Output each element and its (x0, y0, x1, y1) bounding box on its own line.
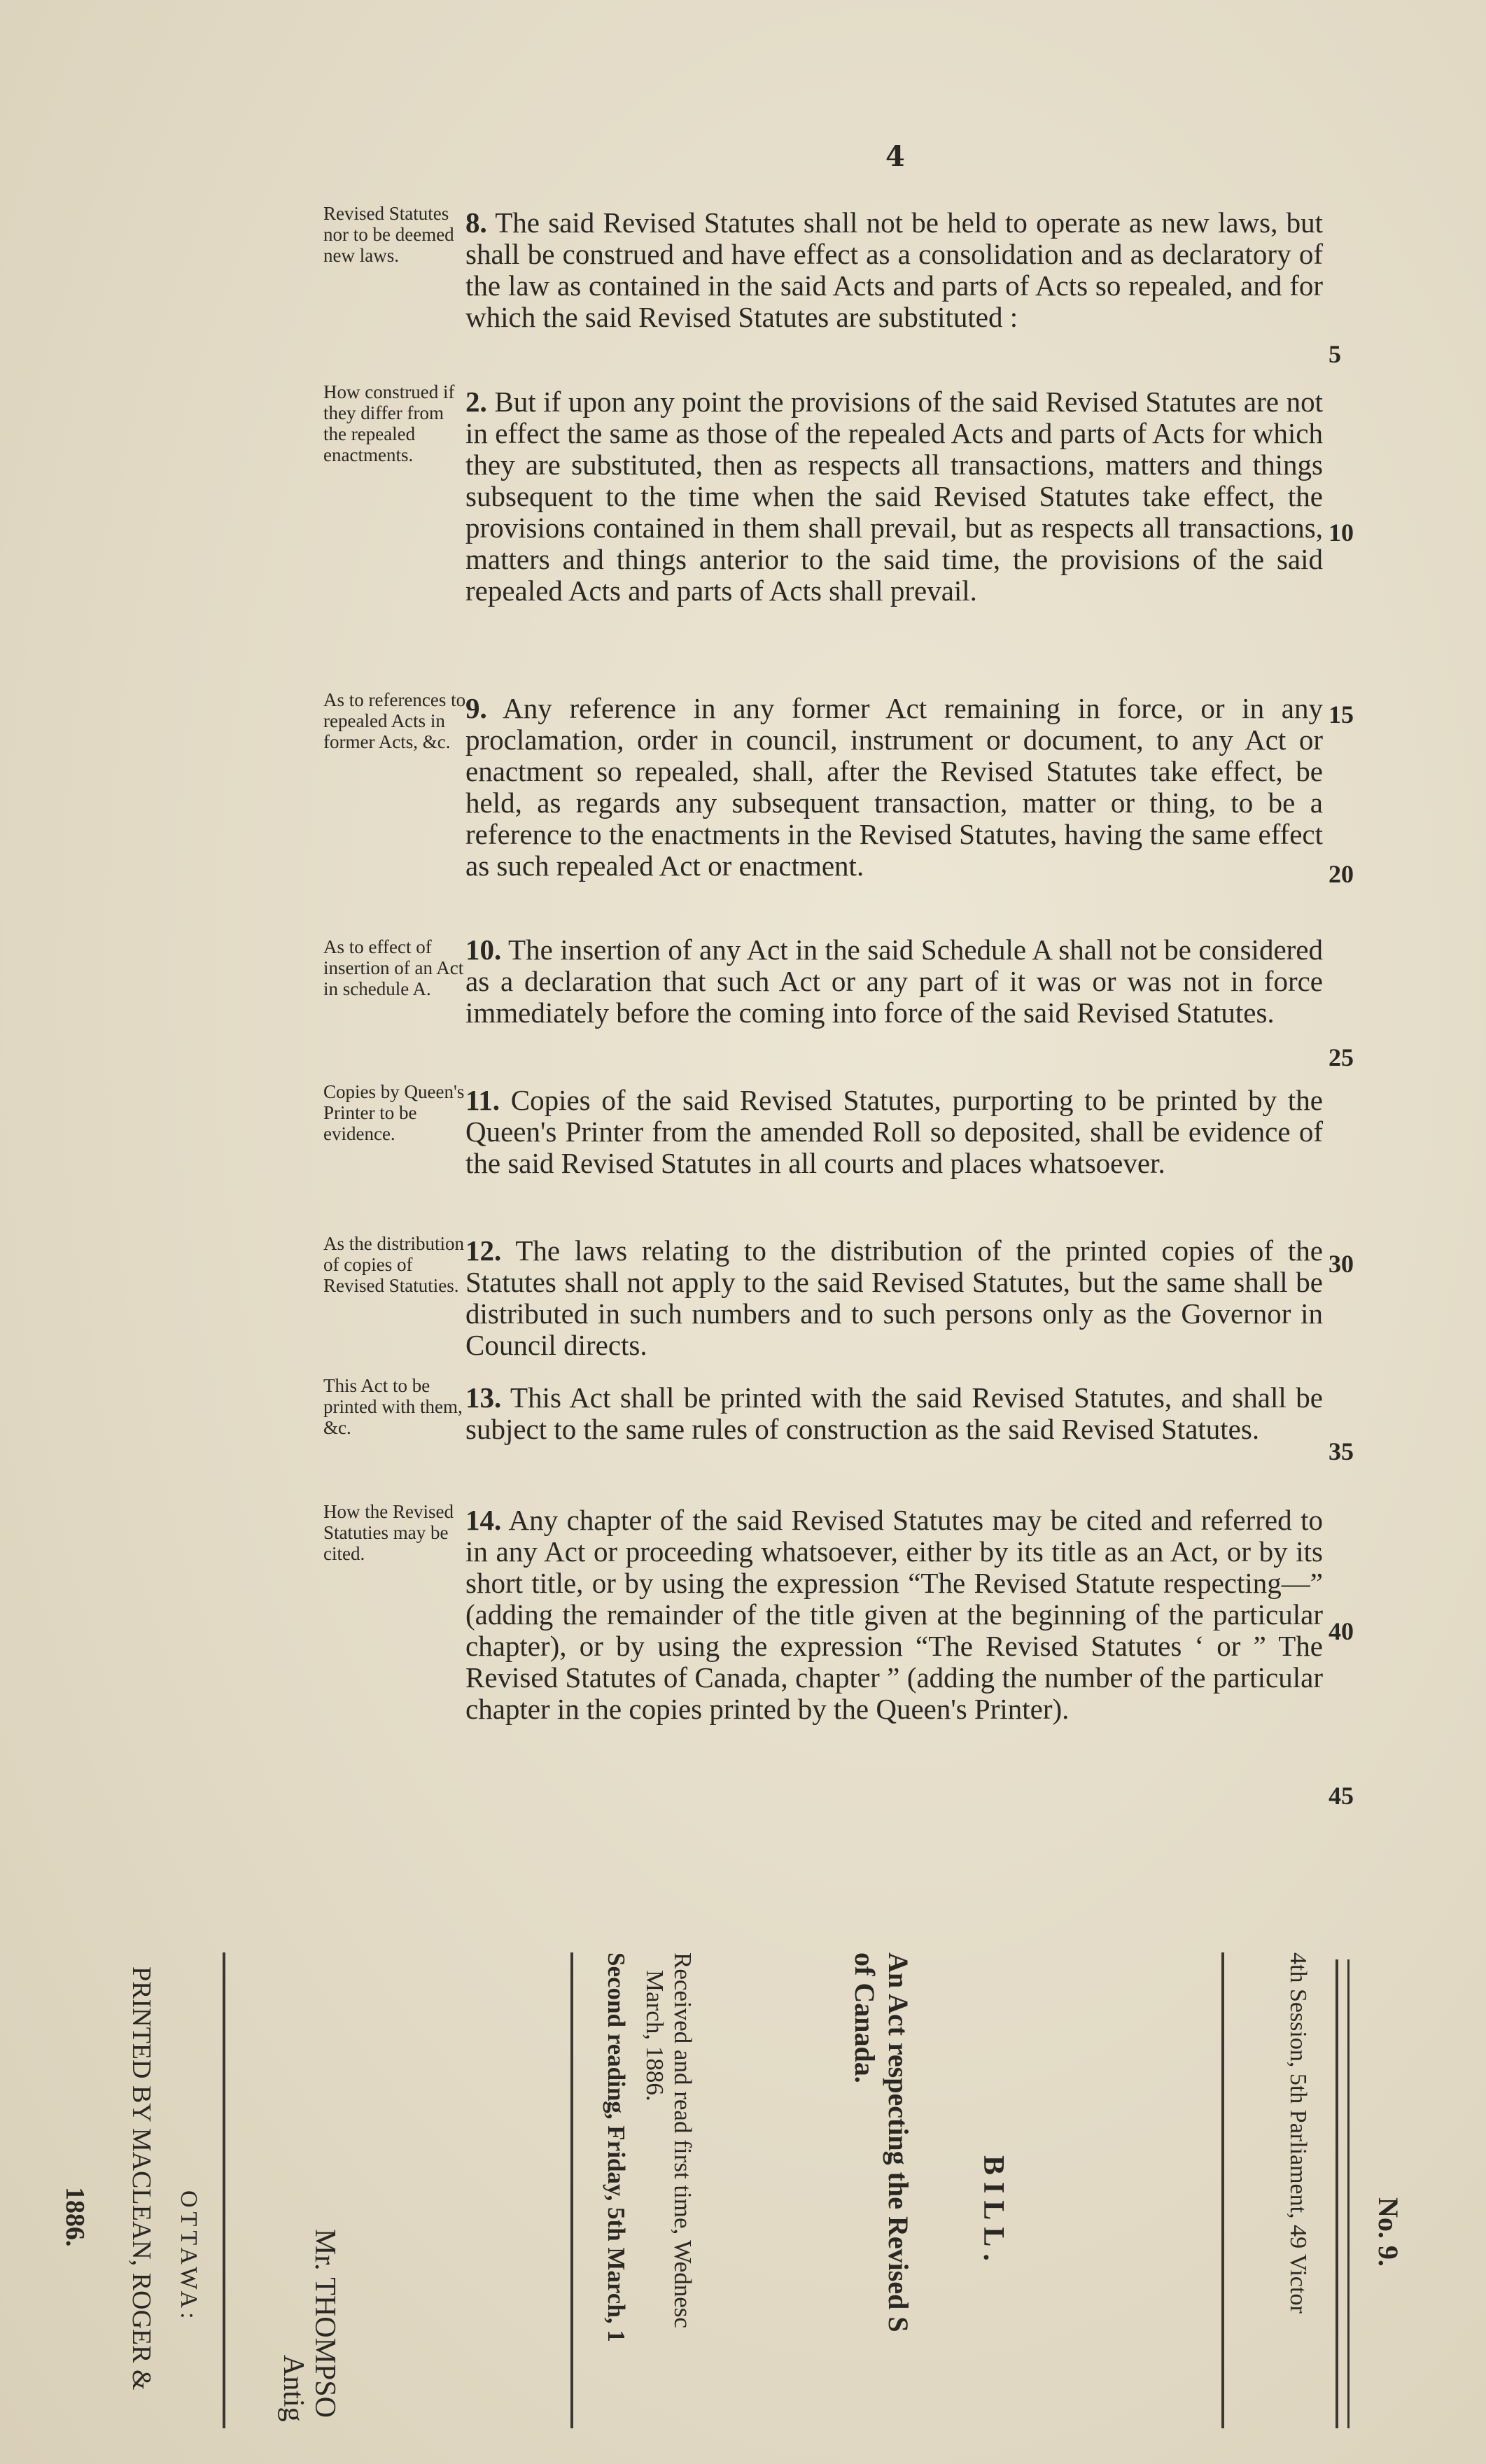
section-number: 14. (465, 1504, 502, 1536)
bill-label: BILL. (977, 2155, 1009, 2268)
line-number: 40 (1329, 1617, 1354, 1645)
bill-number: No. 9. (1373, 2197, 1404, 2267)
line-number: 20 (1329, 860, 1354, 888)
section-number: 13. (465, 1381, 502, 1414)
section-body: The insertion of any Act in the said Schedule A shall not be considered as a declaration that such Act or any part of it was or was not in force immediately before the coming into force of the said Revised Statutes. (465, 934, 1323, 1029)
line-number: 35 (1329, 1437, 1354, 1465)
line-number: 30 (1329, 1250, 1354, 1278)
backing-rule (570, 1952, 573, 2428)
year: 1886. (60, 2187, 90, 2247)
section-number: 12. (465, 1234, 502, 1267)
backing-rule (1336, 1959, 1338, 2428)
section-body: But if upon any point the provisions of the said Revised Statutes are not in effect the same as those of the repealed Acts and parts of Acts for which they are substituted, then as respects all transactions, matters and things subsequent to the time when the said Revised Statutes take effect, the provisions contained in them shall prevail, but as respects all transactions, matters and things anterior to the said time, the provisions of the said repealed Acts and parts of Acts shall prevail. (465, 386, 1324, 607)
section-text (465, 1505, 1323, 1725)
backing-rule (223, 1952, 225, 2428)
sponsor-2: Antig (277, 2355, 309, 2422)
session-line: 4th Session, 5th Parliament, 49 Victor (1285, 1952, 1311, 2314)
margin-note: How the Revised Statuties may be cited. (323, 1501, 454, 1564)
section-body: The laws relating to the distribution of the printed copies of the Statutes shall not apply to the said Revised Statutes, but the same shall be distributed in such numbers and to such persons only as the Governor in Council directs. (465, 1234, 1323, 1361)
act-title: An Act respecting the Revised S (883, 1952, 914, 2332)
section-number: 10. (465, 934, 502, 966)
margin-note: This Act to be printed with them, &c. (323, 1375, 463, 1438)
section-number: 2. (465, 386, 487, 418)
section-body: Any reference in any former Act remaining in force, or in any proclamation, order in council, instrument or document, to any Act or enactment so repealed, shall, after the Revised Statutes take effect, be held, as regards any subsequent transaction, matter or thing, to be a reference to the enactments in the Revised Statutes, having the same effect as such repealed Act or enactment. (465, 692, 1323, 882)
section-text (465, 1382, 1323, 1445)
margin-note: Revised Statutes nor to be deemed new laws. (323, 203, 454, 266)
section-body: Any chapter of the said Revised Statutes may be cited and referred to in any Act or proceeding whatsoever, either by its title as an Act, or by its short title, or by using the expression “The Revised Statute respecting—” (adding the remainder of the title given at the beginning of the particular chapter), or by using the expression “The Revised Statutes ‘ or ” The Revised Statutes of Canada, chapter ” (adding the number of the particular chapter in the copies printed by the Queen's Printer). (465, 1504, 1323, 1725)
section-text (465, 693, 1323, 882)
section-body: The said Revised Statutes shall not be held to operate as new laws, but shall be construed and have effect as a consolidation and as declaratory of the law as contained in the said Acts and parts of Acts so repealed, and for which the said Revised Statutes are substituted : (465, 206, 1323, 333)
section-number: 11. (465, 1084, 500, 1116)
line-number: 15 (1329, 701, 1354, 728)
line-number: 25 (1329, 1043, 1354, 1071)
place: OTTAWA: (176, 2190, 202, 2323)
act-title-2: of Canada. (849, 1952, 881, 2083)
section-number: 8. (465, 206, 487, 239)
section-text (465, 1235, 1323, 1361)
section-body: This Act shall be printed with the said Revised Statutes, and shall be subject to the same rules of construction as the said Revised Statutes. (465, 1381, 1323, 1445)
section-text (465, 1085, 1323, 1179)
reading-line: Received and read first time, Wednesc (669, 1952, 696, 2328)
backing-rule (1221, 1952, 1224, 2428)
section-body: Copies of the said Revised Statutes, purporting to be printed by the Queen's Printer from the amended Roll so deposited, shall be evidence of the said Revised Statutes in all courts and places whatsoever. (465, 1084, 1323, 1179)
line-number: 10 (1329, 519, 1354, 547)
reading-line: Second reading, Friday, 5th March, 1 (603, 1952, 630, 2342)
printer: PRINTED BY MACLEAN, ROGER & (127, 1966, 156, 2391)
section-text (465, 386, 1323, 607)
line-number: 5 (1329, 340, 1341, 368)
margin-note: How construed if they differ from the repealed enactments. (323, 381, 455, 465)
section-text (465, 207, 1323, 333)
margin-note: Copies by Queen's Printer to be evidence. (323, 1081, 465, 1144)
sponsor: Mr. THOMPSO (309, 2229, 341, 2418)
reading-line: March, 1886. (641, 1970, 668, 2102)
margin-note: As to references to repealed Acts in former Acts, &c. (323, 689, 466, 752)
section-text (465, 934, 1323, 1029)
line-number: 45 (1329, 1782, 1354, 1810)
section-number: 9. (465, 692, 487, 724)
backing-rule (1347, 1959, 1350, 2428)
margin-note: As to effect of insertion of an Act in schedule A. (323, 936, 464, 999)
margin-note: As the distribution of copies of Revised Statuties. (323, 1233, 464, 1296)
page-number: 4 (885, 140, 905, 173)
